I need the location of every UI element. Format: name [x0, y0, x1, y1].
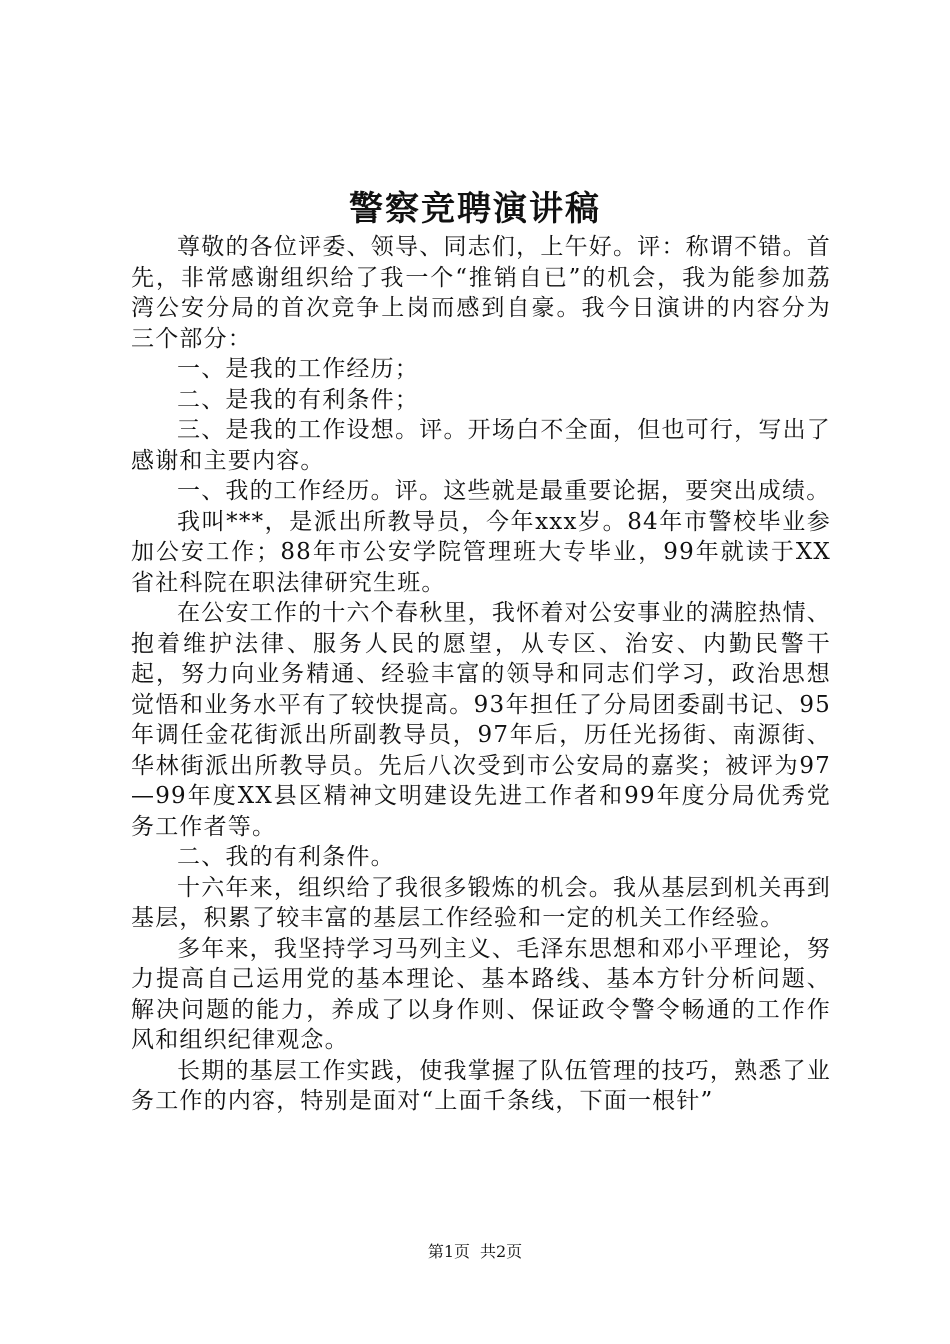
paragraph-training-opportunities: 十六年来，组织给了我很多锻炼的机会。我从基层到机关再到基层，积累了较丰富的基层工作经验和一定的机关工作经验。: [131, 874, 831, 931]
section-heading-work-experience: 一、我的工作经历。评。这些就是最重要论据，要突出成绩。: [177, 478, 831, 504]
paragraph-theory-study: 多年来，我坚持学习马列主义、毛泽东思想和邓小平理论，努力提高自己运用党的基本理论、基本路线、基本方针分析问题、解决问题的能力，养成了以身作则、保证政令警令畅通的工作作风和组织纪律观念。: [131, 935, 831, 1053]
document-body: [131, 232, 831, 1117]
paragraph-part-two: 二、是我的有利条件；: [177, 386, 419, 413]
paragraph-greeting: 尊敬的各位评委、领导、同志们，上午好。评：称谓不错。首先，非常感谢组织给了我一个“推销自已”的机会，我为能参加荔湾公安分局的首次竞争上岗而感到自豪。我今日演讲的内容分为三个部分：: [131, 234, 831, 352]
paragraph-career-history: 在公安工作的十六个春秋里，我怀着对公安事业的满腔热情、抱着维护法律、服务人民的愿望，从专区、治安、内勤民警干起，努力向业务精通、经验丰富的领导和同志们学习，政治思想觉悟和业务水平有了较快提高。93年担任了分局团委副书记、95年调任金花街派出所副教导员，97年后，历任光扬街、南源街、华林街派出所教导员。先后八次受到市公安局的嘉奖；被评为97—99年度XX县区精神文明建设先进工作者和99年度分局优秀党务工作者等。: [131, 600, 831, 840]
paragraph-grassroots-practice: 长期的基层工作实践，使我掌握了队伍管理的技巧，熟悉了业务工作的内容，特别是面对“上面千条线，下面一根针”: [131, 1057, 831, 1114]
paragraph-part-one: 一、是我的工作经历；: [177, 356, 419, 382]
section-heading-advantages: 二、我的有利条件。: [177, 844, 395, 870]
paragraph-part-three: 三、是我的工作设想。评。开场白不全面，但也可行，写出了感谢和主要内容。: [131, 417, 831, 474]
page-current: 第1页: [427, 1242, 470, 1261]
document-title: 警察竞聘演讲稿: [349, 189, 601, 229]
paragraph-self-introduction: 我叫***，是派出所教导员，今年xxx岁。84年市警校毕业参加公安工作；88年市公安学院管理班大专毕业，99年就读于XX省社科院在职法律研究生班。: [131, 508, 831, 596]
page-number-footer: [0, 1241, 950, 1263]
page-total: 共2页: [480, 1242, 523, 1261]
